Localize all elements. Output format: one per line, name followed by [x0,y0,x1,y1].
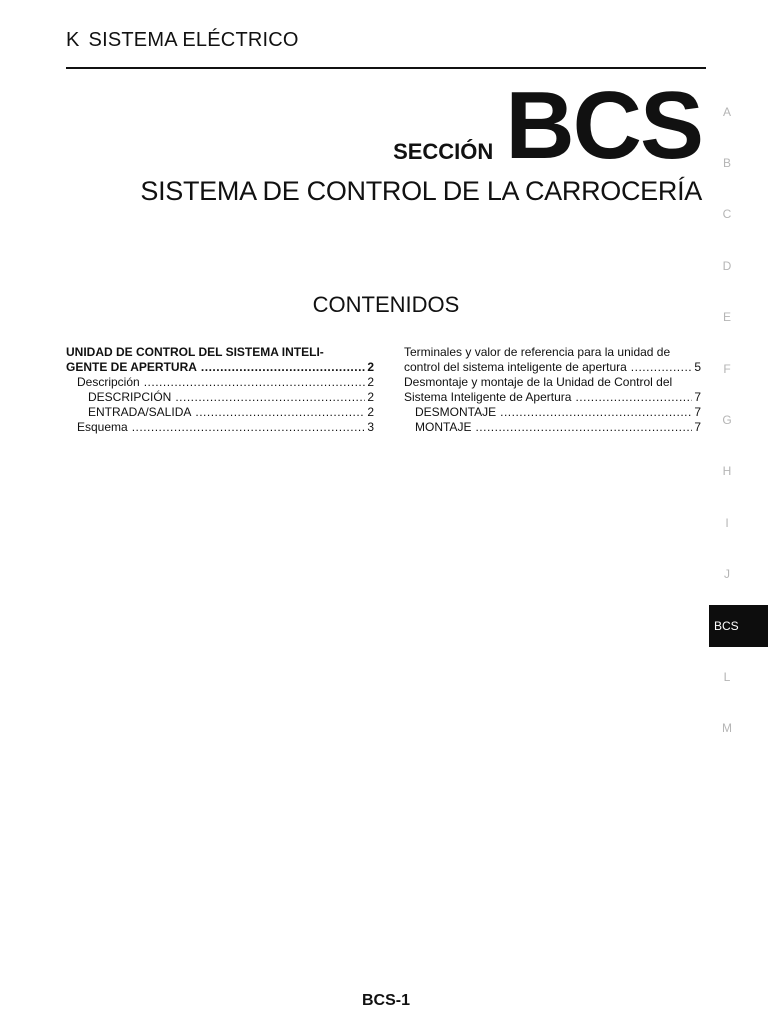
tab-index-e[interactable]: E [722,310,731,325]
toc-page-number: 2 [367,360,374,374]
toc-item-montaje[interactable] [404,420,701,435]
toc-leader-dots [631,360,693,375]
toc-leader-dots [132,420,366,435]
toc-leader-dots [175,390,365,405]
toc-leader-dots [475,420,692,435]
tab-index-f[interactable]: F [723,361,731,376]
toc-heading-line2: GENTE DE APERTURA [66,360,197,374]
tab-index-c[interactable]: C [722,207,732,222]
header-divider [66,67,706,69]
chapter-title: SISTEMA ELÉCTRICO [88,29,299,51]
page-number: BCS-1 [361,992,410,1009]
toc-item-label: control del sistema inteligente de apertura [404,360,627,374]
toc-entry-terminales-line1[interactable]: Terminales y valor de referencia para la unidad de [404,345,671,359]
tab-index-i[interactable]: I [725,515,729,530]
toc-heading-line1[interactable]: UNIDAD DE CONTROL DEL SISTEMA INTELI- [66,345,324,359]
chapter-header [66,29,299,52]
toc-leader-dots [201,360,365,375]
toc-page-number: 7 [694,405,701,419]
contents-title: CONTENIDOS [312,292,460,317]
tab-index-m[interactable]: M [722,721,732,736]
toc-item-label: ENTRADA/SALIDA [88,405,192,419]
toc-item-label: MONTAJE [415,420,472,434]
toc-page-number: 5 [694,360,701,374]
tab-index-l[interactable]: L [723,669,731,684]
toc-item-descripcion[interactable] [66,375,374,390]
section-title: SISTEMA DE CONTROL DE LA CARROCERÍA [140,176,702,206]
toc-left-column [66,345,374,435]
toc-entry-desmontaje-montaje-line1[interactable]: Desmontaje y montaje de la Unidad de Control del [404,375,673,389]
toc-item-label: DESCRIPCIÓN [88,390,172,404]
tab-index-h[interactable]: H [722,464,732,479]
tab-index-a[interactable]: A [722,104,731,119]
toc-entry-terminales[interactable] [404,360,701,375]
section-code: BCS [505,72,702,179]
toc-leader-dots [144,375,366,390]
toc-item-descripcion-upper[interactable] [66,390,374,405]
toc-right-column [404,345,701,435]
section-tab-index [709,86,745,754]
tab-index-g[interactable]: G [722,413,732,428]
toc-entry-desmontaje-montaje[interactable] [404,390,701,405]
toc-item-desmontaje[interactable] [404,405,701,420]
tab-index-bcs-active[interactable]: BCS [709,605,768,647]
chapter-letter: K [66,29,80,51]
toc-page-number: 7 [694,390,701,404]
toc-item-label: Sistema Inteligente de Apertura [404,390,572,404]
section-label: SECCIÓN [393,139,494,164]
toc-heading[interactable] [66,360,374,375]
tab-index-j[interactable]: J [724,567,730,582]
toc-item-label: Descripción [77,375,140,389]
tab-index-d[interactable]: D [722,258,732,273]
toc-leader-dots [500,405,692,420]
toc-page-number: 2 [367,405,374,419]
toc-page-number: 7 [694,420,701,434]
section-block [393,72,702,179]
toc-item-esquema[interactable] [66,420,374,435]
toc-item-label: Esquema [77,420,128,434]
tab-index-b[interactable]: B [722,156,731,171]
toc-page-number: 2 [367,390,374,404]
toc-item-label: DESMONTAJE [415,405,497,419]
toc-page-number: 2 [367,375,374,389]
toc-leader-dots [575,390,692,405]
toc-item-entrada-salida[interactable] [66,405,374,420]
toc-leader-dots [195,405,365,420]
toc-page-number: 3 [367,420,374,434]
